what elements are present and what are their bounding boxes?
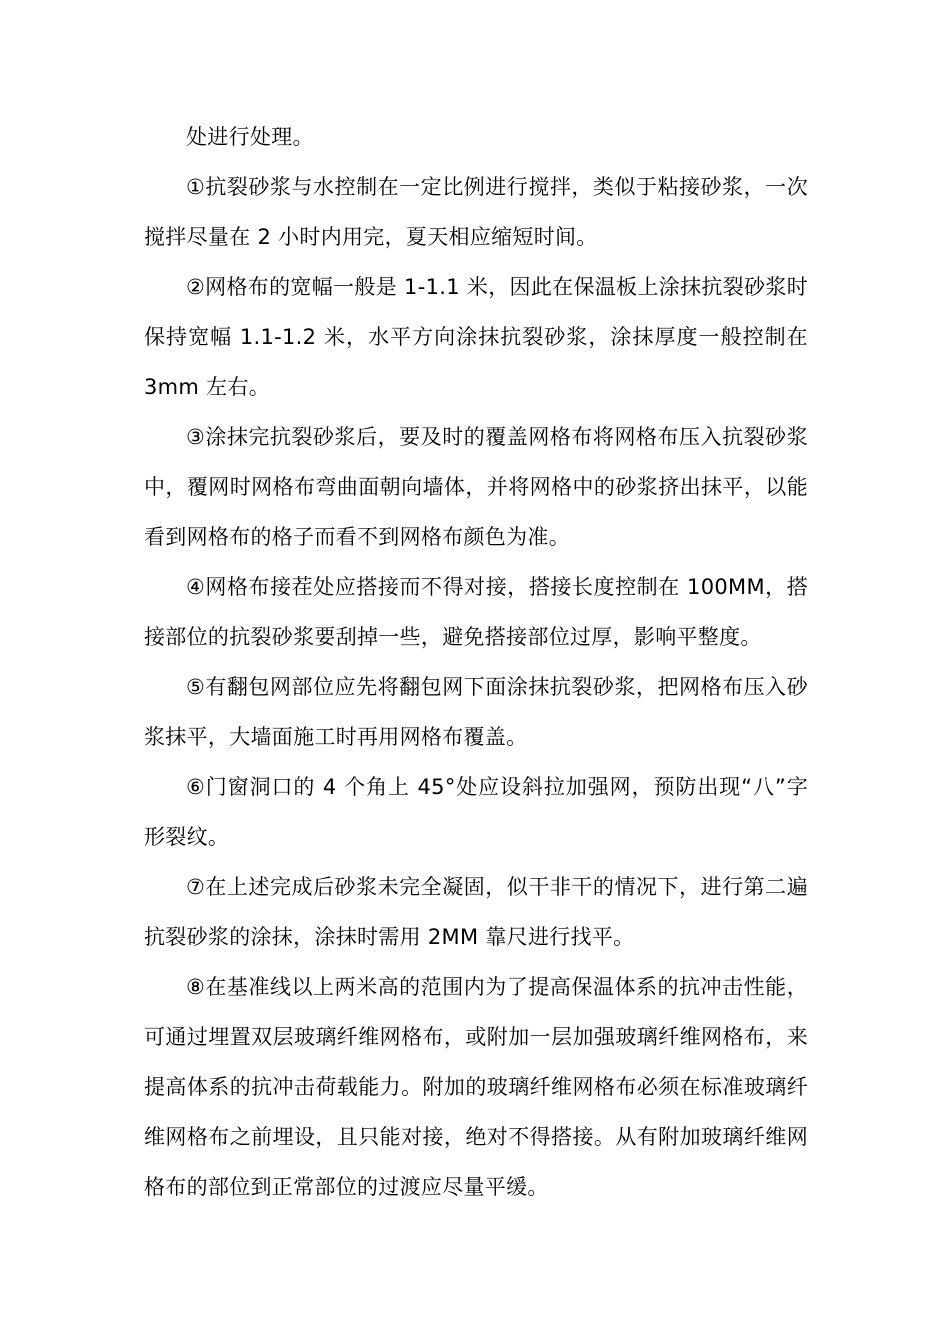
paragraph-step-2: ②网格布的宽幅一般是 1-1.1 米，因此在保温板上涂抹抗裂砂浆时保持宽幅 1.1-1.2 米，水平方向涂抹抗裂砂浆，涂抹厚度一般控制在 3mm 左右。 [144,275,808,399]
paragraph-step-7: ⑦在上述完成后砂浆未完全凝固，似干非干的情况下，进行第二遍抗裂砂浆的涂抹，涂抹时需用 2MM 靠尺进行找平。 [144,875,808,949]
paragraph-step-3: ③涂抹完抗裂砂浆后，要及时的覆盖网格布将网格布压入抗裂砂浆中，覆网时网格布弯曲面朝向墙体，并将网格中的砂浆挤出抹平，以能看到网格布的格子而看不到网格布颜色为准。 [144,425,808,549]
paragraph-continuation: 处进行处理。 [186,125,314,149]
paragraph-step-4: ④网格布接茬处应搭接而不得对接，搭接长度控制在 100MM，搭接部位的抗裂砂浆要刮掉一些，避免搭接部位过厚，影响平整度。 [144,575,808,649]
paragraph-step-8: ⑧在基准线以上两米高的范围内为了提高保温体系的抗冲击性能，可通过埋置双层玻璃纤维网格布，或附加一层加强玻璃纤维网格布，来提高体系的抗冲击荷载能力。附加的玻璃纤维网格布必须在标准玻璃纤维网格布之前埋设，且只能对接，绝对不得搭接。从有附加玻璃纤维网格布的部位到正常部位的过渡应尽量平缓。 [144,975,808,1199]
document-body [144,112,808,1212]
paragraph-step-1: ①抗裂砂浆与水控制在一定比例进行搅拌，类似于粘接砂浆，一次搅拌尽量在 2 小时内用完，夏天相应缩短时间。 [144,175,808,249]
paragraph-step-6: ⑥门窗洞口的 4 个角上 45°处应设斜拉加强网，预防出现“八”字形裂纹。 [144,775,808,849]
paragraph-step-5: ⑤有翻包网部位应先将翻包网下面涂抹抗裂砂浆，把网格布压入砂浆抹平，大墙面施工时再用网格布覆盖。 [144,675,808,749]
